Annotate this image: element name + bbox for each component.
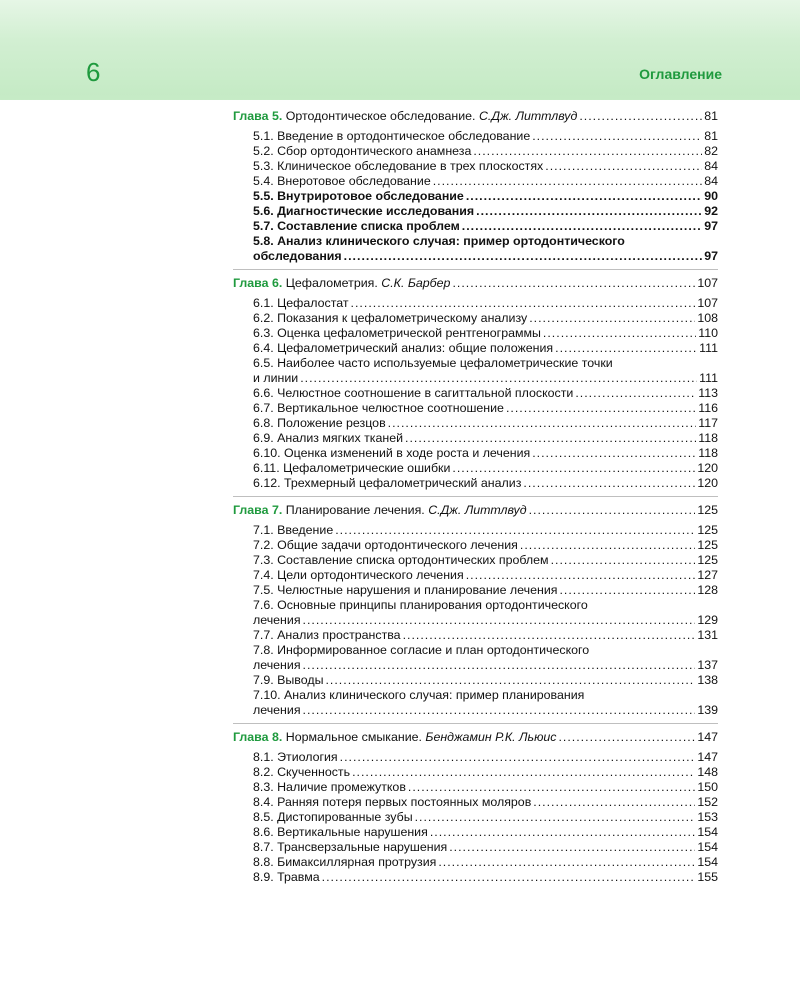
leader-dots (452, 276, 695, 291)
leader-dots (543, 326, 696, 341)
leader-dots (466, 189, 702, 204)
entry-title: 6.3. Оценка цефалометрической рентгенограммы (253, 326, 541, 340)
chapter-label: Глава 5. (233, 109, 283, 123)
entry-page: 117 (698, 416, 718, 430)
leader-dots (430, 825, 695, 840)
toc-entry[interactable] (233, 386, 718, 401)
toc-entry-continuation[interactable] (233, 371, 718, 386)
leader-dots (415, 810, 696, 825)
leader-dots (555, 341, 697, 356)
entry-title: 8.3. Наличие промежутков (253, 780, 406, 794)
entry-page: 154 (697, 825, 718, 839)
chapter-page: 125 (697, 503, 718, 517)
entry-title: 8.2. Скученность (253, 765, 351, 779)
leader-dots (529, 503, 696, 518)
entry-title: 6.12. Трехмерный цефалометрический анализ (253, 476, 522, 490)
leader-dots (533, 795, 695, 810)
entry-page: 97 (704, 219, 718, 233)
entry-title: 7.4. Цели ортодонтического лечения (253, 568, 464, 582)
leader-dots (433, 174, 702, 189)
toc-entry[interactable] (233, 795, 718, 810)
entry-title: 5.1. Введение в ортодонтическое обследование (253, 129, 531, 143)
toc-entry[interactable] (233, 189, 718, 204)
entry-page: 152 (697, 795, 718, 809)
toc-entry[interactable] (233, 870, 718, 885)
entry-page: 111 (699, 371, 718, 385)
entry-title: 8.9. Травма (253, 870, 320, 884)
toc-entry[interactable] (233, 568, 718, 583)
entry-title-cont: и линии (253, 371, 299, 385)
entry-title: 7.5. Челюстные нарушения и планирование лечения (253, 583, 558, 597)
toc-entry[interactable] (233, 840, 718, 855)
toc-entry[interactable] (233, 341, 718, 356)
entry-title: 7.9. Выводы (253, 673, 324, 687)
chapter-heading[interactable] (233, 730, 718, 745)
entry-page: 118 (698, 446, 718, 460)
entry-title: 8.4. Ранняя потеря первых постоянных моляров (253, 795, 532, 809)
entry-title: 8.1. Этиология (253, 750, 338, 764)
toc-entry[interactable] (233, 780, 718, 795)
leader-dots (506, 401, 696, 416)
toc-entry[interactable] (233, 234, 718, 249)
entry-page: 139 (697, 703, 718, 717)
toc-entry[interactable] (233, 628, 718, 643)
toc-entry[interactable] (233, 583, 718, 598)
toc-entry[interactable] (233, 356, 718, 371)
leader-dots (532, 129, 702, 144)
leader-dots (352, 765, 695, 780)
chapter-heading[interactable] (233, 276, 718, 291)
entry-page: 128 (697, 583, 718, 597)
entry-page: 127 (697, 568, 718, 582)
entry-page: 150 (697, 780, 718, 794)
leader-dots (462, 219, 702, 234)
entry-title: 5.6. Диагностические исследования (253, 204, 475, 218)
toc-entry[interactable] (233, 174, 718, 189)
entry-page: 92 (704, 204, 718, 218)
entry-page: 110 (698, 326, 718, 340)
entry-page: 137 (697, 658, 718, 672)
leader-dots (303, 658, 696, 673)
entry-title: 5.4. Внеротовое обследование (253, 174, 431, 188)
chapter-title: Нормальное смыкание. (285, 730, 422, 744)
toc-entry[interactable] (233, 538, 718, 553)
toc-entry[interactable] (233, 598, 718, 613)
entry-page: 154 (697, 855, 718, 869)
entry-title: 8.5. Дистопированные зубы (253, 810, 413, 824)
entry-title-cont: лечения (253, 658, 301, 672)
entry-title: 5.2. Сбор ортодонтического анамнеза (253, 144, 472, 158)
entry-page: 81 (704, 129, 718, 143)
leader-dots (322, 870, 696, 885)
entry-page: 131 (697, 628, 718, 642)
entry-title: 7.8. Информированное согласие и план ортодонтического (253, 643, 590, 657)
chapter-label: Глава 8. (233, 730, 283, 744)
chapter-5 (233, 109, 718, 270)
leader-dots (466, 568, 696, 583)
leader-dots (476, 204, 702, 219)
entry-title: 6.5. Наиболее часто используемые цефалометрические точки (253, 356, 613, 370)
leader-dots (520, 538, 695, 553)
leader-dots (545, 159, 702, 174)
entry-title: 7.6. Основные принципы планирования ортодонтического (253, 598, 588, 612)
leader-dots (388, 416, 697, 431)
chapter-label: Глава 6. (233, 276, 283, 290)
toc-entry[interactable] (233, 855, 718, 870)
toc-entry-continuation[interactable] (233, 613, 718, 628)
entry-page: 82 (704, 144, 718, 158)
toc-entry-continuation[interactable] (233, 658, 718, 673)
leader-dots (351, 296, 696, 311)
toc-entry[interactable] (233, 129, 718, 144)
entry-title: 5.3. Клиническое обследование в трех плоскостях (253, 159, 544, 173)
toc-entry[interactable] (233, 326, 718, 341)
entry-page: 84 (704, 174, 718, 188)
entry-page: 125 (697, 538, 718, 552)
chapter-page: 147 (697, 730, 718, 744)
entry-title: 5.5. Внутриротовое обследование (253, 189, 464, 203)
leader-dots (403, 628, 696, 643)
toc-entry[interactable] (233, 219, 718, 234)
toc-entry[interactable] (233, 431, 718, 446)
entry-title: 6.1. Цефалостат (253, 296, 349, 310)
chapter-6 (233, 276, 718, 497)
toc-entry-continuation[interactable] (233, 703, 718, 718)
toc-entry[interactable] (233, 159, 718, 174)
entry-page: 84 (704, 159, 718, 173)
entry-page: 125 (697, 553, 718, 567)
entry-page: 153 (697, 810, 718, 824)
leader-dots (575, 386, 696, 401)
entry-title: 6.11. Цефалометрические ошибки (253, 461, 451, 475)
chapter-heading[interactable] (233, 109, 718, 124)
entry-page: 107 (697, 296, 718, 310)
leader-dots (438, 855, 695, 870)
entry-title: 7.7. Анализ пространства (253, 628, 401, 642)
entry-page: 90 (704, 189, 718, 203)
chapter-page: 81 (704, 109, 718, 123)
entry-title: 5.7. Составление списка проблем (253, 219, 460, 233)
chapter-author: С.Дж. Литтлвуд (428, 503, 527, 517)
entry-page: 116 (698, 401, 718, 415)
leader-dots (532, 446, 696, 461)
leader-dots (300, 371, 697, 386)
toc-entry[interactable] (233, 688, 718, 703)
entry-page: 155 (697, 870, 718, 884)
page-header (0, 0, 800, 100)
entry-title: 6.10. Оценка изменений в ходе роста и лечения (253, 446, 531, 460)
section-title: Оглавление (639, 66, 722, 82)
entry-title: 5.8. Анализ клинического случая: пример ортодонтического (253, 234, 625, 248)
entry-title: 7.2. Общие задачи ортодонтического лечения (253, 538, 518, 552)
chapter-author: С.К. Барбер (381, 276, 451, 290)
leader-dots (335, 523, 695, 538)
entry-title: 8.8. Бимаксиллярная протрузия (253, 855, 437, 869)
entry-title: 8.7. Трансверзальные нарушения (253, 840, 448, 854)
entry-page: 108 (697, 311, 718, 325)
toc-entry-continuation[interactable] (233, 249, 718, 264)
chapter-title: Цефалометрия. (285, 276, 378, 290)
entry-title-cont: лечения (253, 703, 301, 717)
entry-title-cont: лечения (253, 613, 301, 627)
entry-title-cont: обследования (253, 249, 342, 263)
toc-entry[interactable] (233, 296, 718, 311)
entry-page: 129 (697, 613, 718, 627)
leader-dots (344, 249, 703, 264)
entry-page: 111 (699, 341, 718, 355)
chapter-7 (233, 503, 718, 724)
leader-dots (408, 780, 695, 795)
toc-entry[interactable] (233, 643, 718, 658)
entry-page: 120 (697, 461, 718, 475)
entry-title: 6.6. Челюстное соотношение в сагиттальной плоскости (253, 386, 574, 400)
toc-entry[interactable] (233, 144, 718, 159)
leader-dots (303, 703, 696, 718)
leader-dots (473, 144, 702, 159)
entry-title: 7.3. Составление списка ортодонтических проблем (253, 553, 549, 567)
chapter-label: Глава 7. (233, 503, 283, 517)
chapter-8 (233, 730, 718, 890)
chapter-heading[interactable] (233, 503, 718, 518)
entry-title: 8.6. Вертикальные нарушения (253, 825, 428, 839)
leader-dots (529, 311, 695, 326)
page-number: 6 (86, 57, 101, 87)
toc-entry[interactable] (233, 765, 718, 780)
leader-dots (558, 730, 695, 745)
leader-dots (559, 583, 695, 598)
leader-dots (405, 431, 696, 446)
chapter-page: 107 (697, 276, 718, 290)
toc-entry[interactable] (233, 750, 718, 765)
entry-page: 148 (697, 765, 718, 779)
leader-dots (579, 109, 702, 124)
toc-entry[interactable] (233, 401, 718, 416)
toc-entry[interactable] (233, 476, 718, 491)
entry-page: 125 (697, 523, 718, 537)
leader-dots (325, 673, 695, 688)
leader-dots (523, 476, 695, 491)
entry-page: 118 (698, 431, 718, 445)
entry-title: 6.4. Цефалометрический анализ: общие положения (253, 341, 554, 355)
toc-entry[interactable] (233, 461, 718, 476)
leader-dots (452, 461, 695, 476)
entry-page: 154 (697, 840, 718, 854)
toc-entry[interactable] (233, 523, 718, 538)
entry-title: 6.2. Показания к цефалометрическому анализу (253, 311, 528, 325)
toc-entry[interactable] (233, 204, 718, 219)
toc-entry[interactable] (233, 311, 718, 326)
table-of-contents (233, 109, 718, 896)
toc-entry[interactable] (233, 446, 718, 461)
entry-page: 113 (698, 386, 718, 400)
entry-title: 7.1. Введение (253, 523, 334, 537)
leader-dots (340, 750, 696, 765)
entry-title: 6.7. Вертикальное челюстное соотношение (253, 401, 504, 415)
leader-dots (551, 553, 696, 568)
entry-title: 7.10. Анализ клинического случая: пример планирования (253, 688, 585, 702)
toc-entry[interactable] (233, 810, 718, 825)
toc-entry[interactable] (233, 825, 718, 840)
entry-page: 147 (697, 750, 718, 764)
toc-entry[interactable] (233, 673, 718, 688)
chapter-author: Бенджамин Р.К. Льюис (425, 730, 557, 744)
entry-page: 97 (704, 249, 718, 263)
leader-dots (303, 613, 696, 628)
chapter-author: С.Дж. Литтлвуд (478, 109, 578, 123)
toc-entry[interactable] (233, 416, 718, 431)
entry-page: 120 (697, 476, 718, 490)
entry-page: 138 (697, 673, 718, 687)
toc-entry[interactable] (233, 553, 718, 568)
entry-title: 6.8. Положение резцов (253, 416, 386, 430)
chapter-title: Планирование лечения. (285, 503, 425, 517)
chapter-title: Ортодонтическое обследование. (285, 109, 476, 123)
leader-dots (449, 840, 695, 855)
entry-title: 6.9. Анализ мягких тканей (253, 431, 404, 445)
